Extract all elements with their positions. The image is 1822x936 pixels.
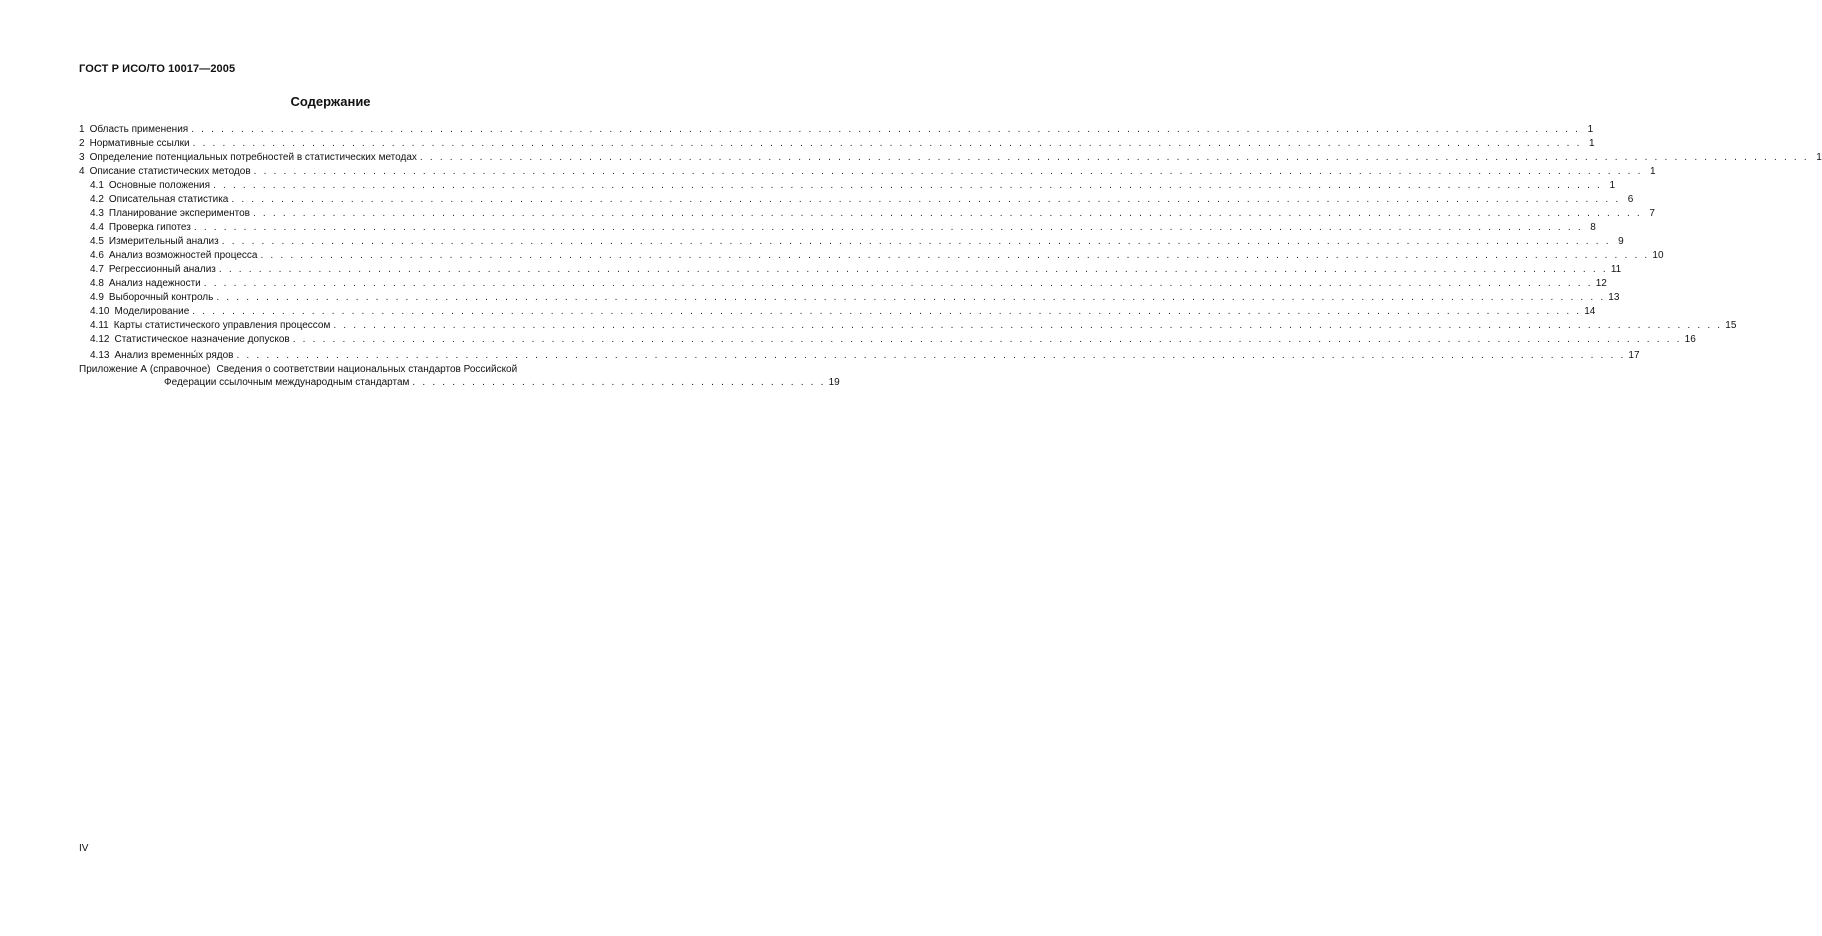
toc-entry[interactable]: [79, 305, 1596, 319]
toc-entry-heading: [90, 263, 216, 277]
toc-entry-page: 14: [1584, 306, 1596, 317]
toc-entry-title: Статистическое назначение допусков: [114, 334, 290, 345]
toc-leader-dots: [254, 165, 1643, 179]
toc-entry-page: 1: [1816, 152, 1822, 163]
toc-entry-page: 1: [1650, 166, 1656, 177]
toc-entry-page: 12: [1595, 278, 1607, 289]
toc-entry-heading: [90, 207, 250, 221]
toc-entry-page: 19: [828, 377, 840, 388]
toc-entry-heading: [79, 123, 188, 137]
toc-entry-number: 1: [79, 124, 85, 135]
toc-entry[interactable]: [79, 349, 1640, 363]
toc-entry-heading: [90, 349, 233, 363]
toc-entry-page: 1: [1587, 124, 1594, 135]
toc-entry-number: 4.2: [90, 194, 104, 205]
toc-entry-number: 4.10: [90, 306, 110, 317]
toc-entry-heading: [90, 319, 330, 333]
toc-entry-page: 17: [1628, 350, 1640, 361]
toc-entry-title: Выборочный контроль: [108, 292, 214, 303]
toc-entry-number: 4.6: [90, 250, 104, 261]
toc-leader-dots: [333, 319, 1722, 333]
toc-entry-heading: [90, 221, 191, 235]
page-title: Содержание: [290, 94, 371, 109]
toc-entry-page: 1: [1589, 138, 1595, 149]
toc-entry-page: 6: [1627, 194, 1634, 205]
toc-entry-page: 13: [1608, 292, 1620, 303]
toc-entry-title: Анализ возможностей процесса: [108, 250, 258, 261]
toc-entry-heading: [90, 291, 213, 305]
toc-entry-title: Описание статистических методов: [89, 166, 251, 177]
toc-entry[interactable]: [79, 221, 1596, 235]
annex-label: Приложение А (справочное): [79, 364, 211, 375]
toc-entry-heading: [90, 305, 189, 319]
toc-entry-title: Нормативные ссылки: [89, 138, 190, 149]
toc-entry-number: 4.9: [90, 292, 104, 303]
toc-entry-title: Измерительный анализ: [108, 236, 219, 247]
toc-entry[interactable]: [79, 137, 1595, 151]
toc-entry-heading: [90, 277, 201, 291]
toc-entry[interactable]: [79, 207, 1655, 221]
toc-entry-title: Анализ надежности: [108, 278, 201, 289]
toc-entry-heading: [90, 235, 219, 249]
toc-annex-entry-continued[interactable]: [79, 376, 840, 389]
annex-title-line2: Федерации ссылочным международным стандартам: [164, 377, 410, 388]
toc-entry-number: 4.5: [90, 236, 104, 247]
toc-entry-number: 4.3: [90, 208, 104, 219]
toc-entry-title: Область применения: [89, 124, 189, 135]
toc-entry-title: Основные положения: [108, 180, 211, 191]
toc-annex-entry[interactable]: [79, 363, 609, 376]
annex-title-line1: Сведения о соответствии национальных стандартов Российской: [216, 364, 518, 375]
toc-entry-page: 7: [1649, 208, 1655, 219]
toc-leader-dots: . . . . . . . . . . . . . . . . . . . . . . . . . . . . . . . . . . . . . . . . . .: [412, 377, 826, 388]
standard-designation: ГОСТ Р ИСО/ТО 10017—2005: [79, 63, 236, 75]
toc-entry-heading: [79, 151, 417, 165]
toc-entry-number: 4.13: [90, 350, 110, 361]
toc-leader-dots: [193, 137, 1582, 151]
toc-entry[interactable]: [79, 263, 1622, 277]
toc-leader-dots: [192, 305, 1581, 319]
toc-leader-dots: [216, 291, 1605, 305]
toc-entry-heading: [90, 179, 210, 193]
toc-leader-dots: [253, 207, 1642, 221]
toc-leader-dots: [219, 263, 1608, 277]
toc-entry-page: 15: [1725, 320, 1737, 331]
toc-entry-title: Карты статистического управления процессом: [113, 320, 331, 331]
toc-entry-page: 9: [1618, 236, 1624, 247]
toc-entry[interactable]: [79, 123, 1594, 137]
toc-entry-number: 2: [79, 138, 85, 149]
toc-entry-title: Моделирование: [114, 306, 190, 317]
toc-leader-dots: [222, 235, 1611, 249]
page-number: IV: [79, 843, 89, 854]
toc-leader-dots: [293, 333, 1682, 347]
toc-entry-heading: [79, 137, 190, 151]
toc-leader-dots: [231, 193, 1620, 207]
toc-entry[interactable]: [79, 291, 1620, 305]
toc-entry-number: 4.7: [90, 264, 104, 275]
toc-leader-dots: [260, 249, 1649, 263]
toc-entry-page: 11: [1610, 264, 1622, 275]
toc-entry[interactable]: [79, 249, 1664, 263]
toc-entry-number: 4.11: [90, 320, 109, 331]
toc-entry-page: 10: [1652, 250, 1664, 261]
toc-entry-number: 4.12: [90, 334, 110, 345]
toc-entry-title: Определение потенциальных потребностей в статистических методах: [89, 152, 417, 163]
toc-entry-heading: [90, 249, 257, 263]
toc-entry[interactable]: [79, 333, 1696, 347]
toc-entry[interactable]: [79, 193, 1634, 207]
table-of-contents: [79, 123, 1822, 389]
toc-leader-dots: [191, 123, 1580, 137]
toc-entry[interactable]: [79, 165, 1656, 179]
toc-entry-title: Регрессионный анализ: [108, 264, 216, 275]
toc-entry-title: Описательная статистика: [108, 194, 229, 205]
toc-entry[interactable]: [79, 179, 1616, 193]
toc-entry-title: Проверка гипотез: [108, 222, 191, 233]
toc-entry-heading: [79, 165, 251, 179]
toc-leader-dots: [204, 277, 1593, 291]
toc-entry-title: Планирование экспериментов: [108, 208, 250, 219]
toc-leader-dots: [236, 349, 1625, 363]
toc-entry-number: 4.1: [90, 180, 104, 191]
toc-entry-page: 1: [1609, 180, 1616, 191]
toc-entry-number: 3: [79, 152, 85, 163]
toc-leader-dots: [194, 221, 1583, 235]
toc-entry-number: 4.4: [90, 222, 104, 233]
toc-entry-page: 8: [1590, 222, 1596, 233]
toc-entry-heading: [90, 193, 228, 207]
toc-entry[interactable]: [79, 235, 1624, 249]
toc-entry-page: 16: [1684, 334, 1696, 345]
toc-entry-number: 4.8: [90, 278, 104, 289]
toc-entry[interactable]: [79, 277, 1607, 291]
toc-entry[interactable]: [79, 151, 1822, 165]
toc-entry-number: 4: [79, 166, 85, 177]
toc-leader-dots: [213, 179, 1602, 193]
toc-entry-title: Анализ временны́х рядов: [114, 350, 234, 361]
toc-entry[interactable]: [79, 319, 1737, 333]
toc-leader-dots: [420, 151, 1809, 165]
toc-entry-heading: [90, 333, 290, 347]
